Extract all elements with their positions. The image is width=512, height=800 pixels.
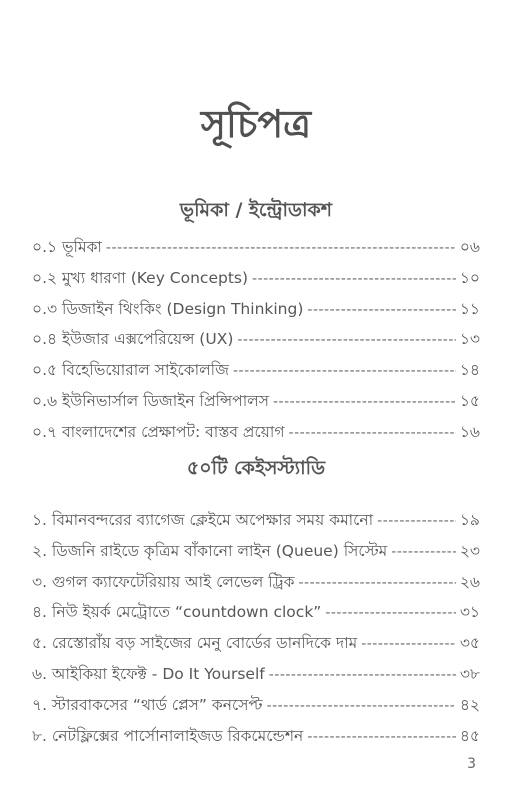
toc-entry[interactable] — [32, 721, 480, 752]
toc-entry-page: ১৪ — [459, 361, 480, 380]
toc-leader-dots — [298, 568, 455, 599]
toc-entry-label: ০.৭ বাংলাদেশের প্রেক্ষাপট: বাস্তব প্রয়োগ — [32, 422, 285, 441]
toc-entry-label: ০.১ ভূমিকা — [32, 238, 102, 256]
toc-entry-page: ৪৫ — [459, 726, 480, 745]
toc-leader-dots — [289, 418, 456, 449]
toc-entry-label: ০.৬ ইউনিভার্সাল ডিজাইন প্রিন্সিপালস — [32, 391, 269, 410]
toc-entry-label: ৬. আইকিয়া ইফেক্ট - Do It Yourself — [32, 664, 265, 683]
toc-entry[interactable] — [32, 690, 480, 721]
toc-entry-page: ১৯ — [459, 511, 480, 529]
toc-entry-label: ০.৫ বিহেভিয়োরাল সাইকোলজি — [32, 361, 229, 380]
toc-entry-page: ৩৮ — [459, 664, 480, 683]
toc-leader-dots — [307, 722, 456, 753]
toc-list-cases — [32, 505, 480, 751]
toc-entry[interactable] — [32, 567, 480, 598]
toc-leader-dots — [377, 506, 456, 537]
toc-entry-page: ১৫ — [459, 391, 480, 410]
toc-entry-label: ৪. নিউ ইয়র্ক মেট্রোতে “countdown clock” — [32, 603, 322, 622]
toc-leader-dots — [361, 629, 456, 660]
section-heading-intro: ভূমিকা / ইন্ট্রোডাকশ — [179, 199, 333, 221]
toc-entry[interactable] — [32, 263, 480, 294]
toc-entry[interactable] — [32, 417, 480, 448]
toc-list-intro — [32, 232, 480, 448]
toc-entry-page: ০৬ — [459, 238, 480, 256]
toc-entry[interactable] — [32, 355, 480, 386]
toc-entry[interactable] — [32, 659, 480, 690]
toc-leader-dots — [269, 660, 456, 691]
toc-entry-label: ২. ডিজনি রাইডে কৃত্রিম বাঁকানো লাইন (Queue) সিস্টেম — [32, 541, 388, 560]
toc-entry[interactable] — [32, 536, 480, 567]
toc-leader-dots — [233, 356, 456, 387]
toc-entry-label: ৩. গুগল ক্যাফেটেরিয়ায় আই লেভেল ট্রিক — [32, 572, 295, 591]
toc-entry-page: ১৬ — [459, 422, 480, 441]
toc-entry[interactable] — [32, 324, 480, 355]
toc-entry[interactable] — [32, 294, 480, 325]
page-number: 3 — [467, 756, 476, 772]
toc-entry-label: ০.২ মুখ্য ধারণা (Key Concepts) — [32, 268, 249, 287]
toc-entry-page: ৩১ — [459, 603, 480, 622]
toc-leader-dots — [252, 264, 456, 295]
toc-entry[interactable] — [32, 505, 480, 536]
toc-entry-label: ০.৩ ডিজাইন থিংকিং (Design Thinking) — [32, 299, 304, 318]
toc-entry-page: ১৩ — [459, 330, 480, 349]
toc-entry-page: ৪২ — [459, 695, 480, 714]
page-title: সূচিপত্র — [200, 102, 312, 146]
toc-leader-dots — [267, 691, 456, 722]
toc-entry[interactable] — [32, 597, 480, 628]
toc-entry-page: ১১ — [459, 299, 480, 318]
toc-leader-dots — [307, 295, 455, 326]
toc-entry-label: ৫. রেস্তোরাঁয় বড় সাইজের মেনু বোর্ডের ডানদিকে দাম — [32, 634, 358, 653]
toc-entry-label: ০.৪ ইউজার এক্সপেরিয়েন্স (UX) — [32, 330, 234, 349]
toc-entry-page: ১০ — [459, 268, 480, 287]
toc-leader-dots — [273, 387, 456, 418]
toc-entry[interactable] — [32, 386, 480, 417]
toc-leader-dots — [391, 537, 456, 568]
toc-entry[interactable] — [32, 232, 480, 263]
toc-entry-page: ২৬ — [459, 572, 480, 591]
toc-entry-page: ২৩ — [459, 541, 480, 560]
toc-leader-dots — [325, 598, 456, 629]
toc-entry[interactable] — [32, 628, 480, 659]
section-heading-cases: ৫০টি কেইসস্ট্যাডি — [186, 457, 326, 479]
toc-leader-dots — [237, 325, 455, 356]
toc-leader-dots — [106, 233, 456, 264]
toc-entry-label: ১. বিমানবন্দরের ব্যাগেজ ক্লেইমে অপেক্ষার সময় কমানো — [32, 511, 374, 529]
toc-entry-page: ৩৫ — [459, 634, 480, 653]
toc-entry-label: ৭. স্টারবাকসের “থার্ড প্লেস” কনসেপ্ট — [32, 695, 263, 714]
toc-entry-label: ৮. নেটফ্লিক্সের পার্সোনালাইজড রিকমেন্ডেশন — [32, 726, 304, 745]
